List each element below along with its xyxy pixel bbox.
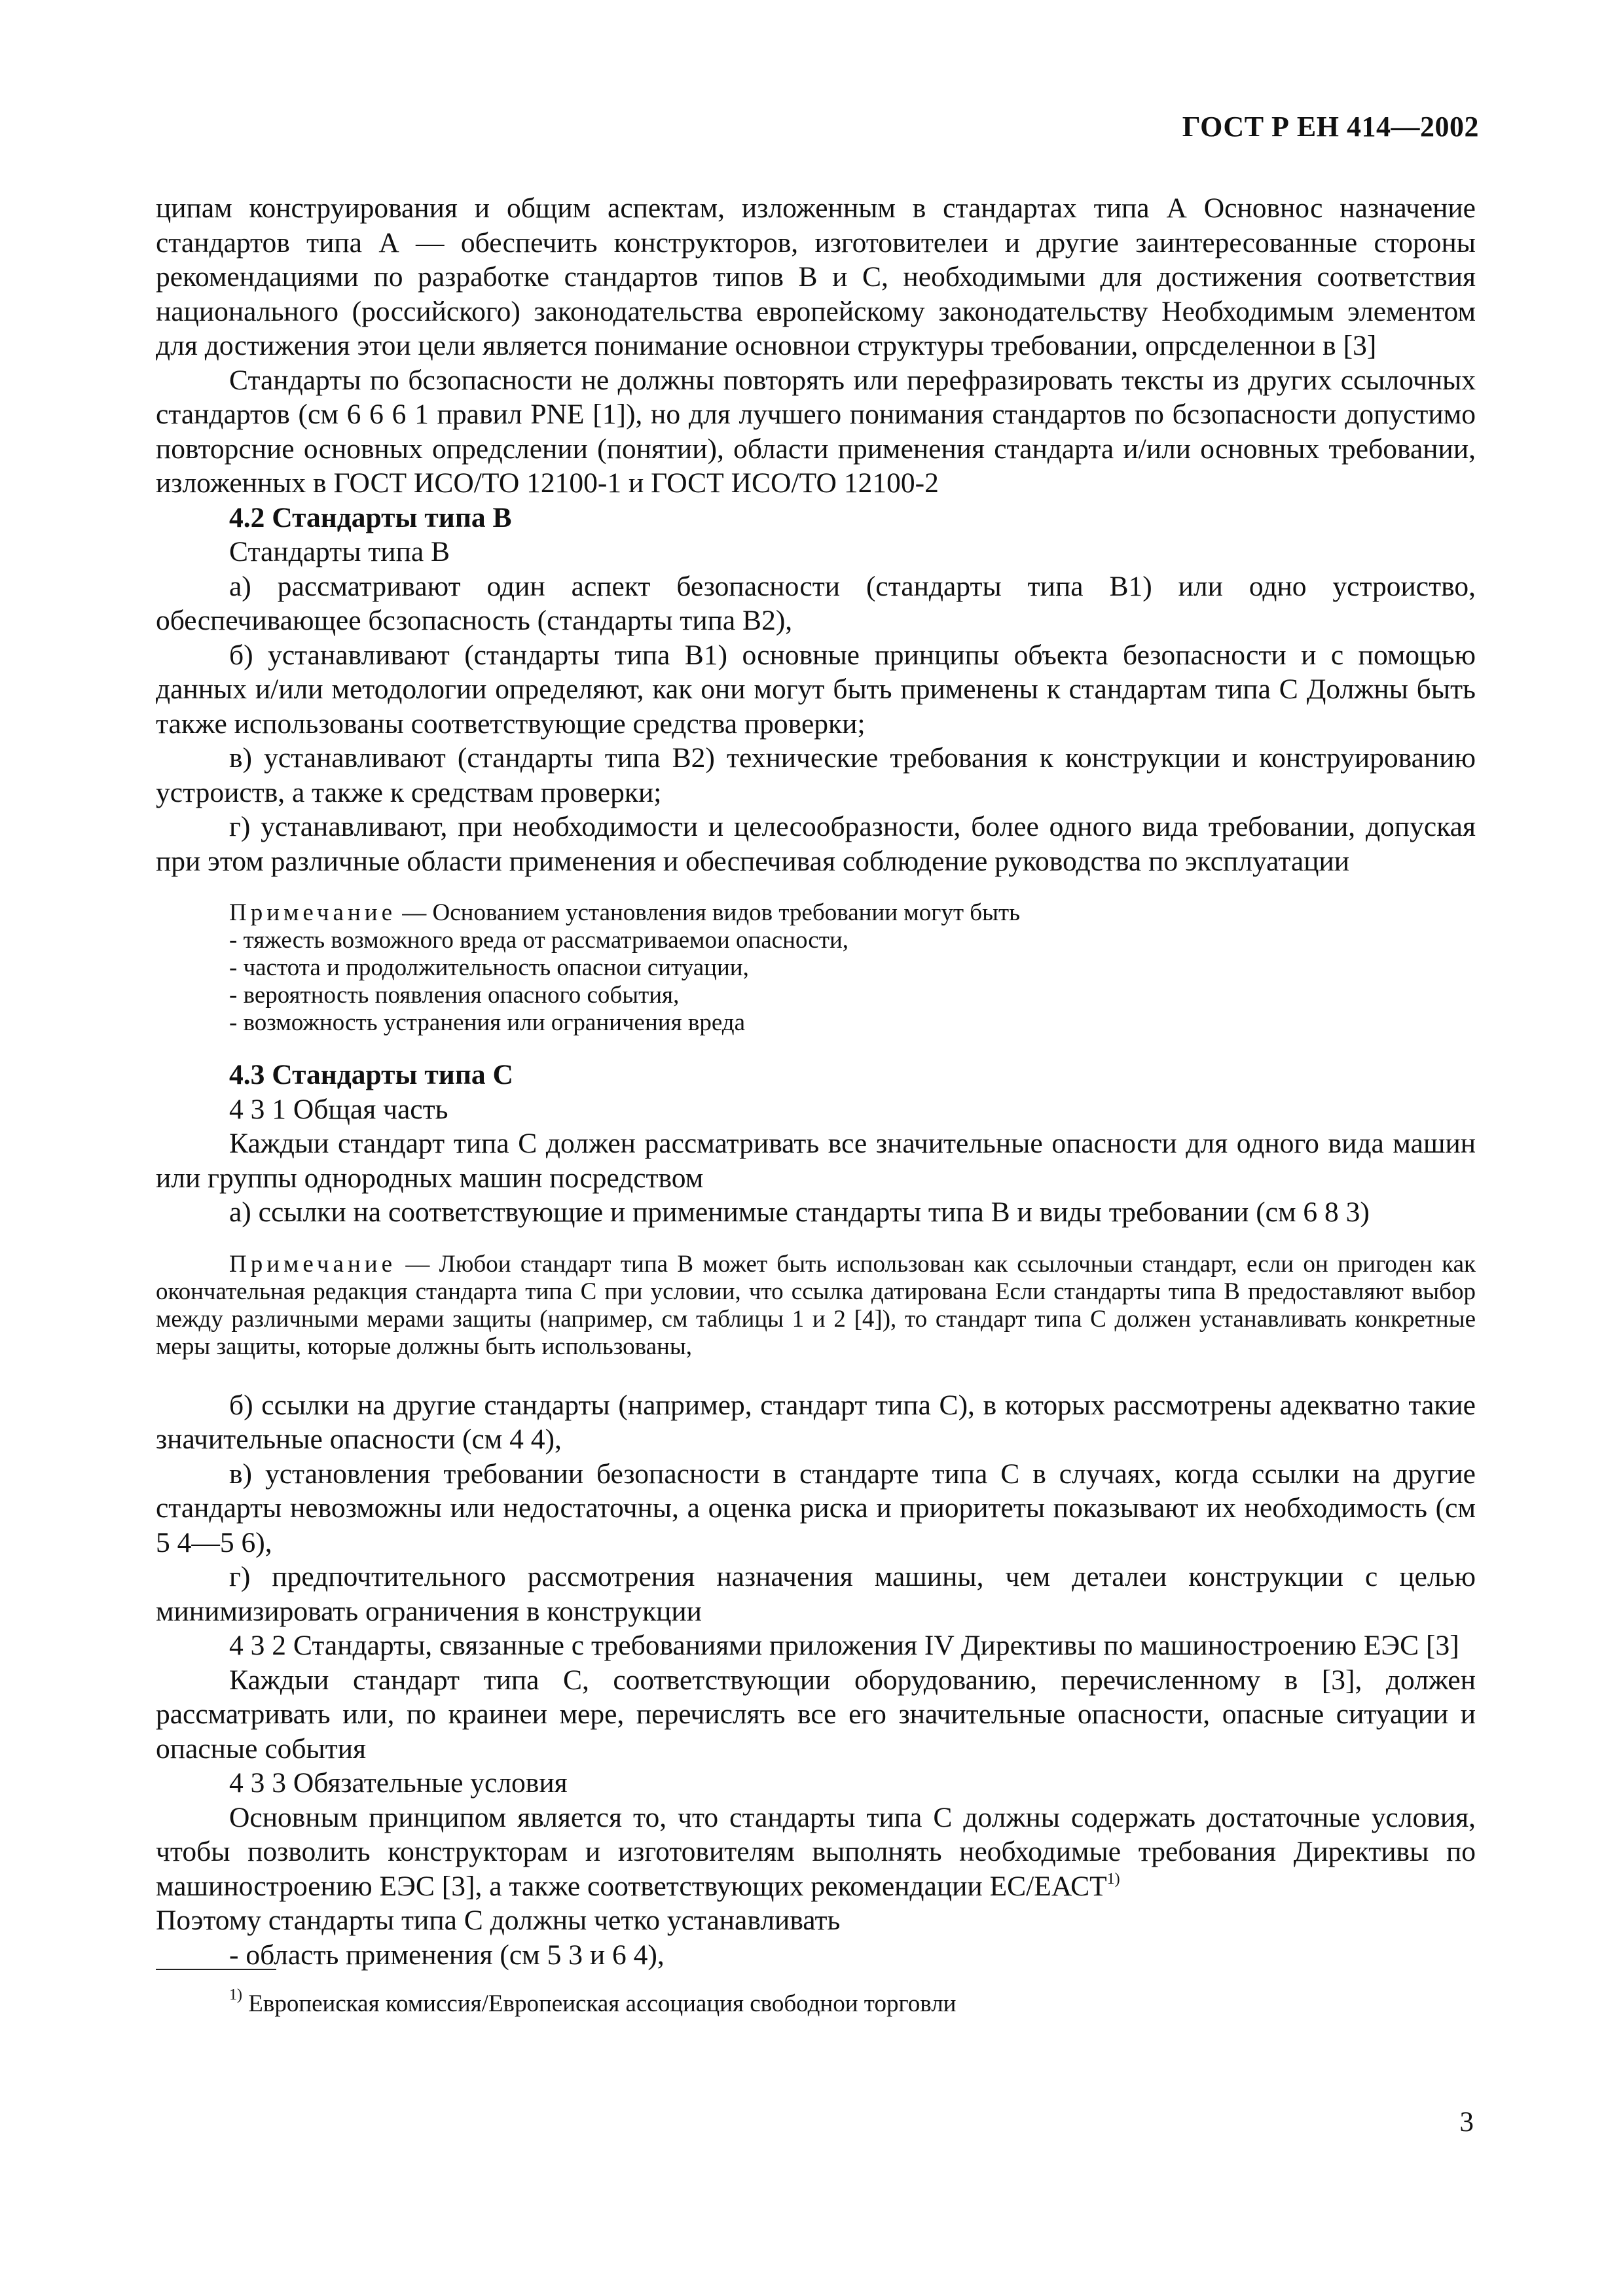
- paragraph: [156, 1801, 1476, 1904]
- section-heading-4-2: 4.2 Стандарты типа В: [229, 501, 512, 533]
- paragraph: ципам конструирования и общим аспектам, изложенным в стандартах типа А Основнос назначение стандартов типа А — обеспечить конструкторов, изготовителеи и другие заинтересованные стороны рекомендациями по разработке стандартов типов В и С, необходимыми для достижения соответствия национального (российского) законодательства европейскому законодательству Необходимым элементом для достижения этои цели является понимание основнои структуры требовании, опрсделеннои в [3]: [156, 192, 1476, 361]
- list-item: а) ссылки на соответствующие и применимые стандарты типа В и виды требовании (см 6 8 3): [229, 1196, 1370, 1228]
- note-block: [156, 899, 1476, 1037]
- subsection-heading-4-3-2: 4 3 2 Стандарты, связанные с требованиями приложения IV Директивы по машиностроению ЕЭС [3]: [229, 1630, 1459, 1661]
- note-item: - тяжесть возможного вреда от рассматриваемои опасности,: [229, 927, 849, 954]
- list-item: - область применения (см 5 3 и 6 4),: [229, 1939, 665, 1971]
- section-heading-4-3: 4.3 Стандарты типа С: [229, 1059, 513, 1090]
- list-item: г) предпочтительного рассмотрения назначения машины, чем деталеи конструкции с целью минимизировать ограничения в конструкции: [156, 1561, 1476, 1627]
- list-item: а) рассматривают один аспект безопасности (стандарты типа В1) или одно устроиство, обеспечивающее бсзопасность (стандарты типа В2),: [156, 570, 1476, 636]
- footnote-ref: 1): [1106, 1870, 1120, 1888]
- note-label: Примечание: [229, 1250, 396, 1278]
- page-number: 3: [1459, 2107, 1474, 2138]
- note-item: - вероятность появления опасного события,: [229, 982, 680, 1009]
- list-item: г) устанавливают, при необходимости и целесообразности, более одного вида требовании, допуская при этом различные области применения и обеспечивая соблюдение руководства по эксплуатации: [156, 811, 1476, 877]
- footnote-text: Европеиская комиссия/Европеиская ассоциация свободнои торговли: [242, 1990, 957, 2017]
- paragraph: Стандарты по бсзопасности не должны повторять или перефразировать тексты из других ссылочных стандартов (см 6 6 6 1 правил PNE [1]), но для лучшего понимания стандартов по бсзопасности допустимо повторсние основных опредслении (понятии), области применения стандарта и/или основных требовании, изложенных в ГОСТ ИСО/ТО 12100-1 и ГОСТ ИСО/ТО 12100-2: [156, 364, 1476, 499]
- footnote-divider: [156, 1969, 276, 1970]
- note-label: Примечание: [229, 899, 396, 926]
- list-item: в) устанавливают (стандарты типа В2) технические требования к конструкции и конструированию устроиств, а также к средствам проверки;: [156, 742, 1476, 808]
- paragraph: Стандарты типа В: [229, 536, 450, 567]
- list-item: б) устанавливают (стандарты типа В1) основные принципы объекта безопасности и с помощью данных и/или методологии определяют, как они могут быть применены к стандартам типа С Должны быть также использованы соответствующие средства проверки;: [156, 639, 1476, 740]
- paragraph: Каждыи стандарт типа С должен рассматривать все значительные опасности для одного вида машин или группы однородных машин посредством: [156, 1128, 1476, 1194]
- paragraph-text: Основным принципом является то, что стандарты типа С должны содержать достаточные условия, чтобы позволить конструкторам и изготовителям выполнять необходимые требования Директивы по машиностроению ЕЭС [3], а также соответствующих рекомендации ЕС/ЕАСТ: [156, 1801, 1476, 1902]
- footnote: [229, 1986, 957, 2018]
- document-header: ГОСТ Р ЕН 414—2002: [1182, 111, 1479, 143]
- paragraph: Поэтому стандарты типа С должны четко устанавливать: [156, 1905, 841, 1936]
- footnote-marker: 1): [229, 1986, 242, 2003]
- page-content: [156, 191, 1476, 1972]
- note-text: — Основанием установления видов требовании могут быть: [396, 899, 1021, 926]
- list-item: б) ссылки на другие стандарты (например, стандарт типа С), в которых рассмотрены адекватно такие значительные опасности (см 4 4),: [156, 1389, 1476, 1455]
- note-item: - частота и продолжительность опаснои ситуации,: [229, 954, 749, 981]
- list-item: в) установления требовании безопасности в стандарте типа С в случаях, когда ссылки на другие стандарты невозможны или недостаточны, а оценка риска и приоритеты показывают их необходимость (см 5 4—5 6),: [156, 1458, 1476, 1558]
- note-item: - возможность устранения или ограничения вреда: [229, 1009, 746, 1036]
- paragraph: Каждыи стандарт типа С, соответствующии оборудованию, перечисленному в [3], должен рассматривать или, по краинеи мере, перечислять все его значительные опасности, опасные ситуации и опасные события: [156, 1664, 1476, 1765]
- subsection-heading-4-3-3: 4 3 3 Обязательные условия: [229, 1767, 568, 1799]
- note-text: — Любои стандарт типа В может быть использован как ссылочныи стандарт, если он пригоден как окончательная редакция стандарта типа С при условии, что ссылка датирована Если стандарты типа В предоставляют выбор между различными мерами защиты (например, см таблицы 1 и 2 [4]), то стандарт типа С должен устанавливать конкретные меры защиты, которые должны быть использованы,: [156, 1250, 1476, 1360]
- note-block: [156, 1251, 1476, 1361]
- subsection-heading-4-3-1: 4 3 1 Общая часть: [229, 1093, 448, 1125]
